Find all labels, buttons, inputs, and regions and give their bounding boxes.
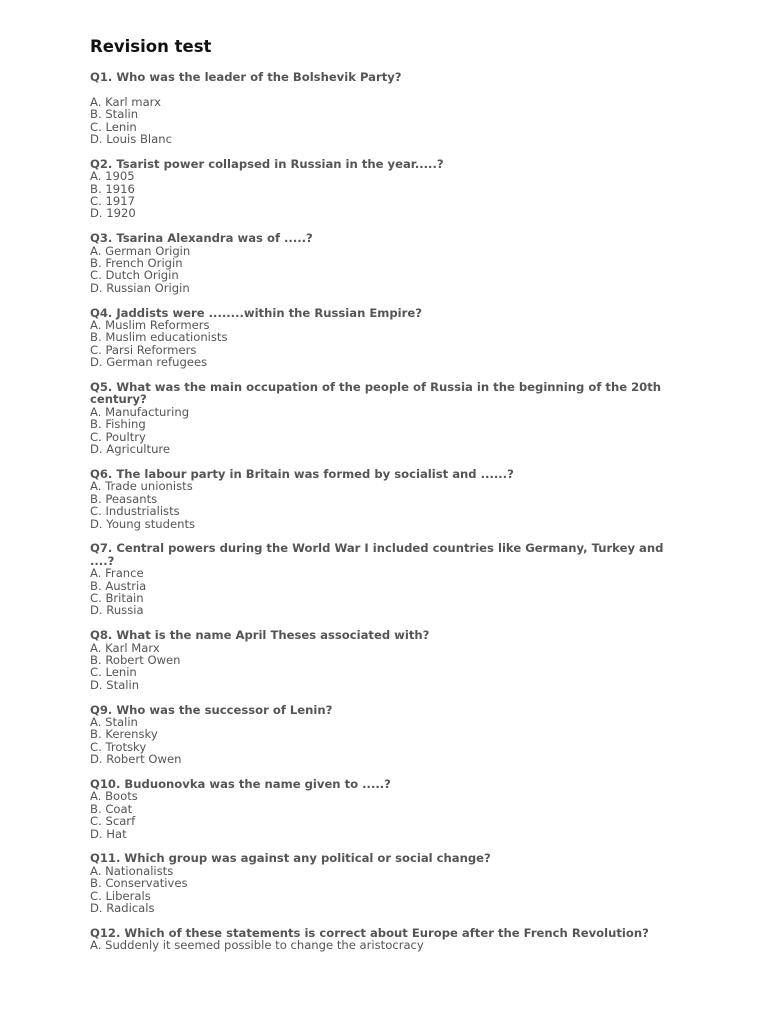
answer-option: A. Karl marx — [90, 94, 161, 109]
answer-option: B. Kerensky — [90, 727, 158, 742]
document-page — [90, 36, 690, 964]
answer-option: A. German Origin — [90, 243, 191, 258]
answer-option: A. 1905 — [90, 169, 135, 184]
answer-option: D. Young students — [90, 516, 196, 531]
question-block-9 — [90, 704, 690, 766]
question-block-5 — [90, 381, 690, 455]
answer-option: C. Britain — [90, 590, 144, 605]
answer-option: C. Liberals — [90, 888, 151, 903]
answer-option: D. Hat — [90, 826, 127, 841]
answer-option: B. Peasants — [90, 491, 158, 506]
answer-option: C. Lenin — [90, 119, 137, 134]
question-block-8 — [90, 629, 690, 691]
answer-option: B. Austria — [90, 578, 147, 593]
question-text: Q2. Tsarist power collapsed in Russian in the year.....? — [90, 156, 444, 171]
answer-option: D. Radicals — [90, 901, 155, 916]
answer-option: A. Boots — [90, 789, 138, 804]
answer-option: D. Louis Blanc — [90, 132, 172, 147]
answer-option: C. Poultry — [90, 429, 146, 444]
answer-option: A. Karl Marx — [90, 640, 160, 655]
question-block-2 — [90, 158, 690, 220]
question-text: Q1. Who was the leader of the Bolshevik Party? — [90, 70, 402, 84]
answer-option: C. Scarf — [90, 814, 136, 829]
answer-option: B. 1916 — [90, 181, 135, 196]
answer-option: B. Coat — [90, 801, 133, 816]
answer-option: A. Trade unionists — [90, 479, 193, 494]
answer-option: C. Trotsky — [90, 739, 147, 754]
answer-option: B. Robert Owen — [90, 652, 181, 667]
answer-option: D. Stalin — [90, 677, 140, 692]
answer-option: B. Conservatives — [90, 876, 188, 891]
answer-option: A. Muslim Reformers — [90, 318, 210, 333]
answer-option: D. Russia — [90, 603, 144, 618]
question-text: Q3. Tsarina Alexandra was of .....? — [90, 231, 313, 246]
answer-option: C. Dutch Origin — [90, 268, 179, 283]
answer-option: B. Fishing — [90, 417, 146, 432]
answer-option: B. Muslim educationists — [90, 330, 228, 345]
question-block-3 — [90, 232, 690, 294]
answer-option: A. France — [90, 566, 144, 581]
answer-option: A. Stalin — [90, 714, 138, 729]
question-text: Q7. Central powers during the World War I included countries like Germany, Turkey and ....? — [90, 541, 664, 568]
answer-option: D. Agriculture — [90, 442, 171, 457]
answer-option: C. 1917 — [90, 194, 135, 209]
answer-option: A. Manufacturing — [90, 404, 190, 419]
question-text: Q8. What is the name April Theses associated with? — [90, 628, 430, 643]
question-block-7 — [90, 542, 690, 616]
question-text: Q4. Jaddists were ........within the Russian Empire? — [90, 305, 422, 320]
question-block-11 — [90, 852, 690, 914]
answer-option: D. Russian Origin — [90, 280, 190, 295]
answer-option: C. Industrialists — [90, 504, 180, 519]
answer-option: C. Parsi Reformers — [90, 342, 197, 357]
question-block-10 — [90, 778, 690, 840]
question-text: Q10. Buduonovka was the name given to .....? — [90, 777, 391, 791]
question-text: Q5. What was the main occupation of the people of Russia in the beginning of the 20th century? — [90, 380, 662, 407]
question-text: Q11. Which group was against any political or social change? — [90, 851, 491, 866]
question-block-1 — [90, 71, 690, 145]
answer-option: A. Nationalists — [90, 863, 174, 878]
answer-option: A. Suddenly it seemed possible to change the aristocracy — [90, 938, 424, 953]
answer-option: B. Stalin — [90, 107, 139, 122]
answer-option: D. German refugees — [90, 355, 208, 370]
page-title: Revision test — [90, 37, 212, 56]
answer-option: D. Robert Owen — [90, 752, 182, 767]
question-text: Q6. The labour party in Britain was formed by socialist and ......? — [90, 466, 514, 481]
answer-option: C. Lenin — [90, 665, 137, 680]
answer-option: D. 1920 — [90, 206, 136, 221]
question-block-12 — [90, 927, 690, 952]
question-text: Q12. Which of these statements is correct about Europe after the French Revolution? — [90, 925, 649, 940]
question-block-6 — [90, 468, 690, 530]
question-text: Q9. Who was the successor of Lenin? — [90, 702, 333, 717]
question-block-4 — [90, 307, 690, 369]
answer-option: B. French Origin — [90, 256, 183, 271]
